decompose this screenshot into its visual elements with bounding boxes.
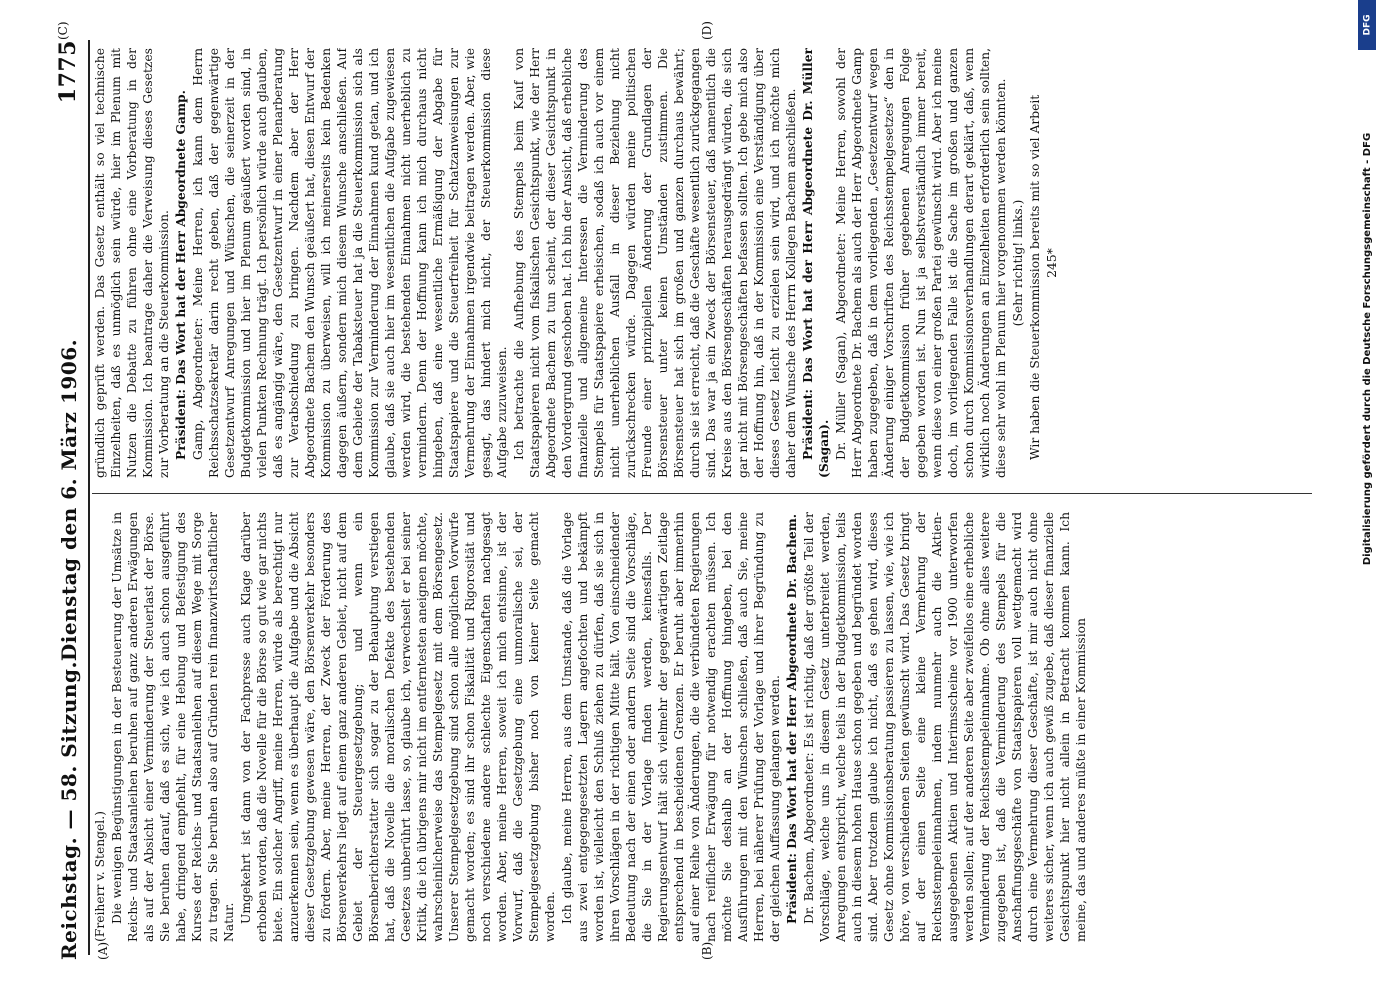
- dfg-logo: DFG: [1358, 0, 1376, 50]
- interjection: (Sehr richtig! links.): [1011, 199, 1025, 327]
- paragraph: gründlich geprüft werden. Das Gesetz enthält so viel technische Einzelheiten, daß es unmöglich sein würde, hier im Plenum mit Nutzen die Debatte zu führen ohne eine Vorberatung in der Kommission. Ich beantrage daher die Verweisung dieses Gesetzes zur Vorberatung an die Steuerkommission.: [93, 48, 171, 478]
- president-line: Präsident: Das Wort hat der Herr Abgeordnete Gamp.: [173, 90, 188, 460]
- left-column: [92, 512, 1312, 942]
- column-divider: [92, 493, 1312, 494]
- margin-marker-b: (B): [700, 941, 714, 960]
- president-line: Präsident: Das Wort hat der Herr Abgeordnete Dr. Bachem.: [784, 513, 799, 924]
- paragraph: Ich betrachte die Aufhebung des Stempels beim Kauf von Staatspapieren nicht vom fiskalischen Gesichtspunkt, wie der Herr Abgeordnete Bachem zu tun scheint, der dieser Gesichtspunkt in den Vordergrund geschoben hat. Ich bin der Ansicht, daß erhebliche finanzielle und allgemeine Interessen die Verminderung des Stempels für Staatspapiere erheischen, sodaß ich auch vor einem nicht unerheblichen Ausfall in dieser Beziehung nicht zurückschrecken würde. Dagegen würden meine politischen Freunde einer prinzipiellen Änderung der Grundlagen der Börsensteuer unter keinen Umständen zustimmen. Die Börsensteuer hat sich im großen und ganzen durchaus bewährt; durch sie ist erreicht, daß die Geschäfte wesentlich zurückgegangen sind. Das war ja ein Zweck der Börsensteuer, daß namentlich die Kreise aus den Börsengeschäften herausgedrängt würden, die sich gar nicht mit Börsengeschäften befassen sollten. Ich gebe mich also der Hoffnung hin, daß in der Kommission eine Verständigung über dieses Gesetz leicht zu erzielen sein wird, und ich möchte mich daher dem Wunsche des Herrn Kollegen Bachem anschließen.: [512, 48, 798, 478]
- paragraph: Die wenigen Begünstigungen in der Besteuerung der Umsätze in Reichs- und Staatsanleihen beruhen auf ganz anderen Erwägungen als auf der Absicht einer Verminderung der Steuerlast der Börse. Sie beruhen darauf, daß es sich, wie ich auch schon ausgeführt habe, dringend empfiehlt, für eine Hebung und Befestigung des Kurses der Reichs- und Staatsanleihen auf diesem Wege mit Sorge zu tragen. Sie beruhen also auf Gründen rein finanzwirtschaftlicher Natur.: [110, 512, 236, 942]
- paragraph: Dr. Bachem, Abgeordneter: Es ist richtig, daß der größte Teil der Vorschläge, welche uns in diesem Gesetz unterbreitet werden, Anregungen entspricht, welche teils in der Budgetkommission, teils auch in diesem hohen Hause schon gegeben und begründet worden sind. Aber trotzdem glaube ich nicht, daß es gehen wird, dieses Gesetz ohne Kommissionsberatung passieren zu lassen, wie, wie ich höre, von verschiedenen Seiten gewünscht wird. Das Gesetz bringt auf der einen Seite eine kleine Vermehrung der Reichsstempeleinnahmen, indem nunmehr auch die Aktien-ausgegebenen Aktien und Interimsscheine vor 1900 unterworfen werden sollen; auf der anderen Seite aber zweifellos eine erhebliche Verminderung der Reichsstempeleinnahme. Ob ohne alles weitere zugegeben ist, daß die Verminderung des Stempels für die Anschaffungsgeschäfte von Staatspapieren voll wettgemacht wird durch eine Vermehrung dieser Geschäfte, ist mir auch nicht ohne weiteres sicher, wenn ich auch gewiß zugebe, daß dieser finanzielle Gesichtspunkt hier nicht allein in Betracht kommen kann. Ich meine, das und anderes müßte in einer Kommission: [802, 512, 1088, 942]
- header-date: Dienstag den 6. März 1906.: [57, 338, 81, 662]
- page-number: 1775: [55, 40, 81, 104]
- paragraph: Dr. Müller (Sagan), Abgeordneter: Meine Herren, sowohl der Herr Abgeordnete Dr. Bachem als auch der Herr Abgeordnete Gamp haben zugegeben, daß in dem vorliegenden „Gesetzentwurf wegen Änderung einiger Vorschriften des Reichsstempelgesetzes“ den in der Budgetkommission früher gegebenen Anregungen Folge gegeben worden ist. Nun ist ja selbstverständlich immer bereit, wenn diese von einer großen Partei gewünscht wird. Aber ich meine doch, im vorliegenden Falle ist die Sache im großen und ganzen schon durch Kommissionsverhandlungen derart geklärt, daß, wenn wirklich noch Änderungen an Einzelheiten erforderlich sein sollten, diese sehr wohl im Plenum hier vorgenommen werden könnten.: [834, 48, 1008, 478]
- paragraph: Gamp, Abgeordneter: Meine Herren, ich kann dem Herrn Reichsschatzsekretär darin recht geben, daß der gegenwärtige Gesetzentwurf Anregungen und Wünschen, die seinerzeit in der Budgetkommission und hier im Plenum geäußert worden sind, in vielen Punkten Rechnung trägt. Ich persönlich würde auch glauben, daß es angängig wäre, den Gesetzentwurf in einer Plenarberatung zur Verabschiedung zu bringen. Nachdem aber der Herr Abgeordnete Bachem den Wunsch geäußert hat, diesen Entwurf der Kommission zu überweisen, will ich meinerseits kein Bedenken dagegen äußern, sondern mich diesem Wunsche anschließen. Auf dem Gebiete der Tabaksteuer hat ja die Steuerkommission sich als Kommission zur Verminderung der Einnahmen kund getan, und ich glaube, daß sie auch hier im wesentlichen die Aufgabe zugewiesen werden wird, die bestehenden Einnahmen nicht unerheblich zu vermindern. Denn der Hoffnung kann ich mich durchaus nicht hingeben, daß eine wesentliche Ermäßigung der Abgabe für Staatspapiere und die Steuerfreiheit für Schatzanweisungen zur Vermehrung der Einnahmen irgendwie beitragen werden. Aber, wie gesagt, das hindert mich nicht, der Steuerkommission diese Aufgabe zuzuweisen.: [191, 48, 509, 478]
- paragraph: Ich glaube, meine Herren, aus dem Umstande, daß die Vorlage aus zwei entgegengesetzten Lagern angefochten und bekämpft worden ist, vielleicht den Schluß ziehen zu dürfen, daß sie sich in ihren Vorschlägen in der richtigen Mitte hält. Von einschneidender Bedeutung nach der einen oder andern Seite sind die Vorschläge, die Sie in der Vorlage finden werden, keinesfalls. Der Regierungsentwurf hält sich vielmehr der gegenwärtigen Zeitlage entsprechend in bescheidenen Grenzen. Er beruht aber immerhin auf einer Reihe von Änderungen, die die verbündeten Regierungen nach reiflicher Erwägung für notwendig erachten müssen. Ich möchte Sie deshalb an der Hoffnung hingeben, bei den Ausführungen mit den Wünschen schließen, daß auch Sie, meine Herren, bei näherer Prüfung der Vorlage und ihrer Begründung zu der gleichen Auffassung gelangen werden.: [560, 512, 782, 942]
- digitization-strip: [1358, 0, 1376, 1000]
- margin-marker-a: (A): [96, 941, 110, 960]
- right-column: [92, 48, 1312, 478]
- margin-marker-d: (D): [700, 21, 714, 40]
- header-rule: [88, 40, 90, 955]
- president-line: Präsident: Das Wort hat der Herr Abgeordnete Dr. Müller (Sagan).: [800, 48, 831, 478]
- sheet-signature: 245*: [1045, 248, 1059, 278]
- paragraph: Wir haben die Steuerkommission bereits mit so viel Arbeit: [1028, 94, 1042, 460]
- header-left: Reichstag. — 58. Sitzung.: [57, 661, 81, 960]
- page-header: [55, 40, 89, 960]
- speaker-tag: (Freiherr v. Stengel.): [93, 811, 107, 942]
- margin-marker-c: (C): [56, 21, 70, 40]
- digitization-credit: Digitalisierung gefördert durch die Deutsche Forschungsgemeinschaft - DFG: [1362, 132, 1373, 566]
- paragraph: Umgekehrt ist dann von der Fachpresse auch Klage darüber erhoben worden, daß die Novelle für die Börse so gut wie gar nichts biete. Ein solcher Angriff, meine Herren, würde als berechtigt nur anzuerkennen sein, wenn es überhaupt die Aufgabe und die Absicht dieser Gesetzgebung gewesen wäre, den Börsenverkehr besonders zu fördern. Aber, meine Herren, der Zweck der Förderung des Börsenverkehrs liegt auf einem ganz anderen Gebiet, nicht auf dem Gebiet der Steuergesetzgebung; und wenn ein Börsenberichterstatter sich sogar zu der Behauptung verstiegen hat, daß die Novelle die moralischen Defekte des bestehenden Gesetzes unberührt lasse, so, glaube ich, verwechselt er bei seiner Kritik, die ich übrigens mir nicht im entferntesten aneignen möchte, wahrscheinlicherweise das Stempelgesetz mit dem Börsengesetz. Unserer Stempelgesetzgebung sind schon alle möglichen Vorwürfe gemacht worden; es sind ihr schon Fiskalität und Rigorosität und noch verschiedene andere schlechte Eigenschaften nachgesagt worden. Aber, meine Herren, soweit ich mich entsinne, ist der Vorwurf, daß die Gesetzgebung eine unmoralische sei, der Stempelgesetzgebung bisher noch von keiner Seite gemacht worden.: [239, 512, 557, 942]
